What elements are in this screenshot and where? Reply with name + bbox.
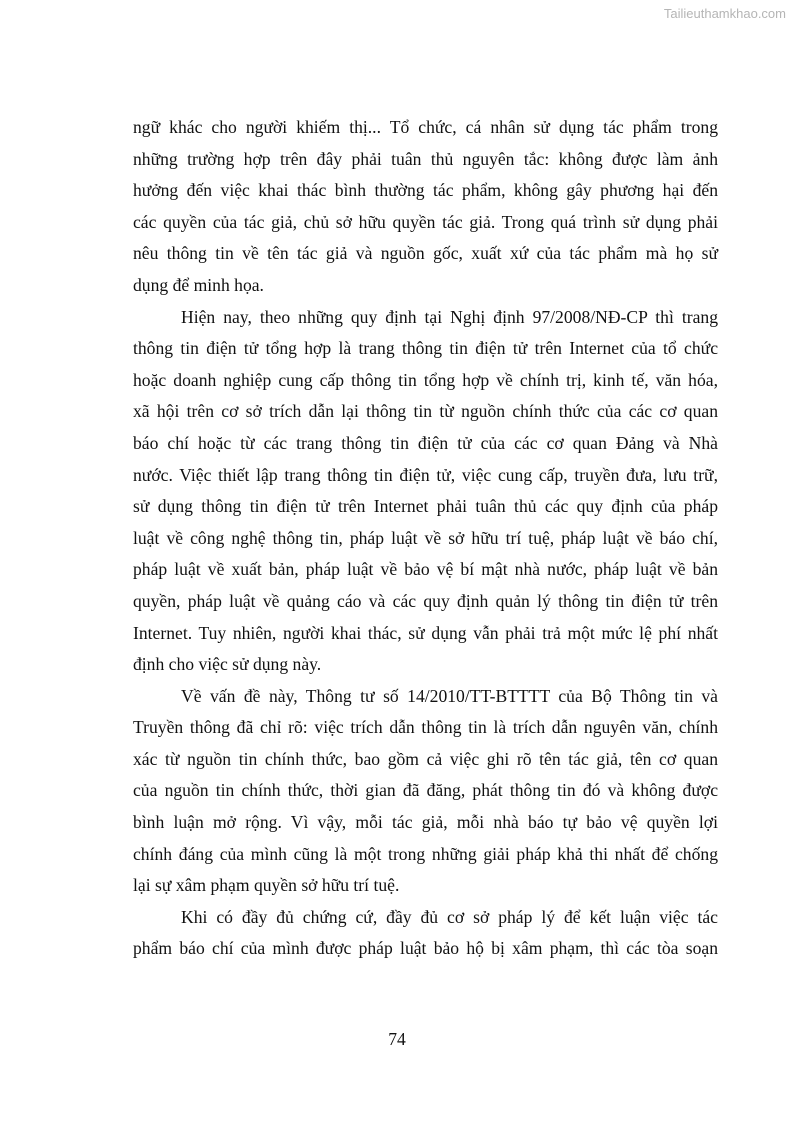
text-line: phẩm báo chí của mình được pháp luật bảo hộ bị xâm phạm, thì các tòa soạn xyxy=(133,938,718,959)
text-line: các quyền của tác giả, chủ sở hữu quyền tác giả. Trong quá trình sử dụng phải xyxy=(133,211,718,232)
text-line: thông tin điện tử tổng hợp là trang thông tin điện tử trên Internet của tổ chức xyxy=(133,338,718,359)
text-line: nêu thông tin về tên tác giả và nguồn gốc, xuất xứ của tác phẩm mà họ sử xyxy=(133,243,718,264)
text-line: của nguồn tin chính thức, thời gian đã đăng, phát thông tin đó và không được xyxy=(133,780,718,801)
document-body xyxy=(133,112,718,965)
text-line: lại sự xâm phạm quyền sở hữu trí tuệ. xyxy=(133,875,400,896)
paragraph-2 xyxy=(133,302,718,681)
text-line: sử dụng thông tin điện tử trên Internet phải tuân thủ các quy định của pháp xyxy=(133,496,718,517)
text-line: xác từ nguồn tin chính thức, bao gồm cả việc ghi rõ tên tác giả, tên cơ quan xyxy=(133,748,718,769)
text-line: hoặc doanh nghiệp cung cấp thông tin tổng hợp về chính trị, kinh tế, văn hóa, xyxy=(133,369,718,390)
text-line: Internet. Tuy nhiên, người khai thác, sử dụng vẫn phải trả một mức lệ phí nhất xyxy=(133,622,718,643)
paragraph-4 xyxy=(133,902,718,965)
text-line: luật về công nghệ thông tin, pháp luật về sở hữu trí tuệ, pháp luật về báo chí, xyxy=(133,527,718,548)
text-line: ngữ khác cho người khiếm thị... Tổ chức, cá nhân sử dụng tác phẩm trong xyxy=(133,117,718,137)
watermark: Tailieuthamkhao.com xyxy=(663,6,786,21)
text-line: nước. Việc thiết lập trang thông tin điện tử, việc cung cấp, truyền đưa, lưu trữ, xyxy=(133,464,718,485)
text-line: những trường hợp trên đây phải tuân thủ nguyên tắc: không được làm ảnh xyxy=(133,148,718,169)
text-line: bình luận mở rộng. Vì vậy, mỗi tác giả, mỗi nhà báo tự bảo vệ quyền lợi xyxy=(133,812,718,833)
paragraph-3 xyxy=(133,681,718,902)
text-line: báo chí hoặc từ các trang thông tin điện tử của các cơ quan Đảng và Nhà xyxy=(133,432,718,453)
text-line: pháp luật về xuất bản, pháp luật về bảo vệ bí mật nhà nước, pháp luật về bản xyxy=(133,559,718,580)
text-line: hưởng đến việc khai thác bình thường tác phẩm, không gây phương hại đến xyxy=(133,180,718,201)
text-line: quyền, pháp luật về quảng cáo và các quy định quản lý thông tin điện tử trên xyxy=(133,590,718,611)
page-number: 74 xyxy=(388,1029,406,1049)
paragraph-1 xyxy=(133,112,718,302)
text-line: Về vấn đề này, Thông tư số 14/2010/TT-BTTTT của Bộ Thông tin và xyxy=(181,685,718,706)
text-line: Hiện nay, theo những quy định tại Nghị định 97/2008/NĐ-CP thì trang xyxy=(181,306,718,327)
text-line: chính đáng của mình cũng là một trong những giải pháp khả thi nhất để chống xyxy=(133,843,718,864)
text-line: dụng để minh họa. xyxy=(133,274,264,295)
text-line: xã hội trên cơ sở trích dẫn lại thông tin từ nguồn chính thức của các cơ quan xyxy=(133,401,718,422)
text-line: định cho việc sử dụng này. xyxy=(133,654,322,675)
text-line: Khi có đầy đủ chứng cứ, đầy đủ cơ sở pháp lý để kết luận việc tác xyxy=(181,906,718,927)
text-line: Truyền thông đã chỉ rõ: việc trích dẫn thông tin là trích dẫn nguyên văn, chính xyxy=(133,717,718,738)
